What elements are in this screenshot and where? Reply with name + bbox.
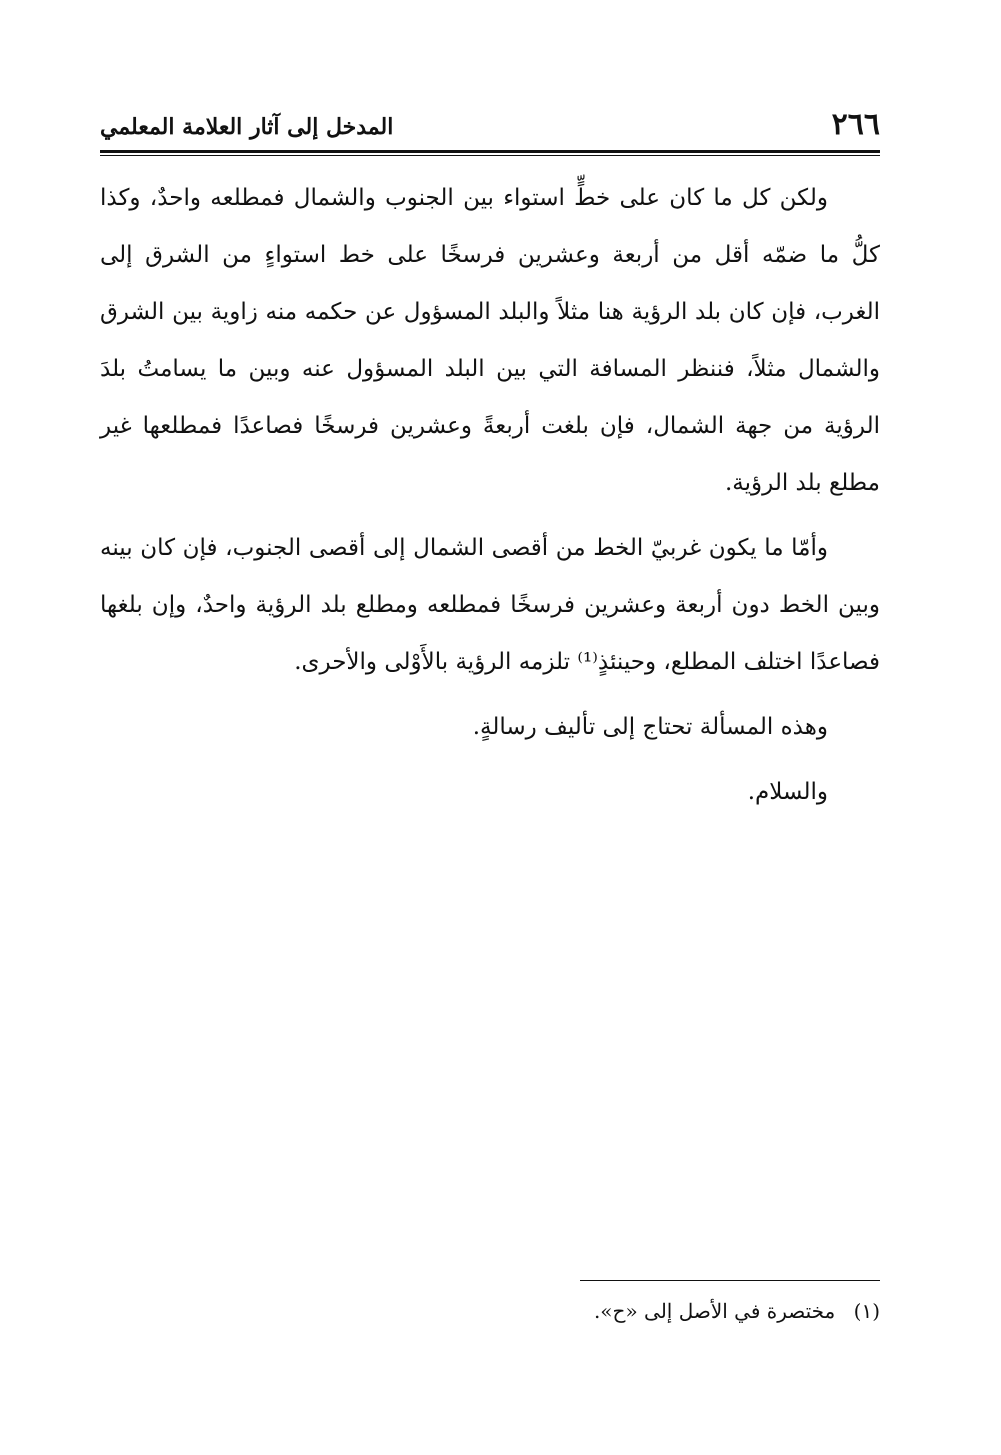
footnote bbox=[100, 1294, 880, 1328]
main-text bbox=[100, 170, 880, 829]
page-header bbox=[100, 108, 880, 148]
running-title: المدخل إلى آثار العلامة المعلمي bbox=[100, 114, 394, 140]
paragraph: والسلام. bbox=[747, 779, 828, 805]
paragraph: ولكن كل ما كان على خطٍّ استواء بين الجنوب والشمال فمطلعه واحدٌ، وكذا كلُّ ما ضمّه أقل من أربعة وعشرين فرسخًا على خط استواءٍ من الشرق إلى الغرب، فإن كان بلد الرؤية هنا مثلاً والبلد المسؤول عن حكمه منه زاوية بين الشرق والشمال مثلاً، فننظر المسافة التي بين البلد المسؤول عنه وبين ما يسامتُ بلدَ الرؤية من جهة الشمال، فإن بلغت أربعةً وعشرين فرسخًا فصاعدًا فمطلعها غير مطلع بلد الرؤية. bbox=[100, 185, 880, 496]
footnote-text: مختصرة في الأصل إلى «ح». bbox=[593, 1299, 836, 1323]
page-number: ٢٦٦ bbox=[831, 107, 880, 142]
header-divider bbox=[100, 150, 880, 153]
paragraph: وأمّا ما يكون غربيّ الخط من أقصى الشمال إلى أقصى الجنوب، فإن كان بينه وبين الخط دون أربعة وعشرين فرسخًا فمطلعه ومطلع بلد الرؤية واحدٌ، وإن بلغها فصاعدًا اختلف المطلع، وحينئذٍ⁽¹⁾ تلزمه الرؤية بالأَوْلى والأحرى. bbox=[100, 535, 880, 675]
footnote-marker: (١) bbox=[853, 1299, 880, 1323]
header-divider-thin bbox=[100, 155, 880, 156]
paragraph: وهذه المسألة تحتاج إلى تأليف رسالةٍ. bbox=[472, 714, 828, 740]
footnote-divider bbox=[580, 1280, 880, 1281]
